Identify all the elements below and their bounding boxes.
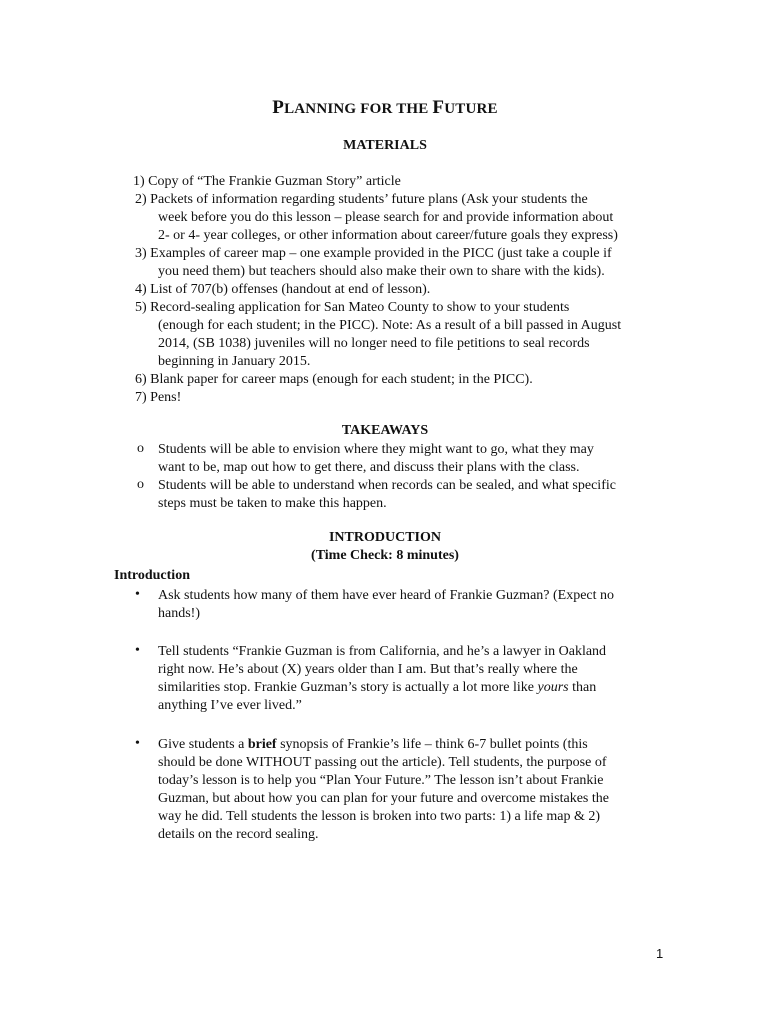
intro-bullet-1: Ask students how many of them have ever heard of Frankie Guzman? (Expect no xyxy=(158,588,615,603)
intro-bullet-3-cont: way he did. Tell students the lesson is broken into two parts: 1) a life map & 2) xyxy=(158,809,601,824)
materials-heading: MATERIALS xyxy=(343,138,427,153)
page-title: PLANNING FOR THE FUTURE xyxy=(272,97,498,118)
materials-item-6: 6) Blank paper for career maps (enough for each student; in the PICC). xyxy=(135,372,533,387)
introduction-subheading: Introduction xyxy=(114,568,190,583)
introduction-heading: INTRODUCTION xyxy=(328,530,441,545)
intro-bullet-3-cont: should be done WITHOUT passing out the article). Tell students, the purpose of xyxy=(158,755,607,770)
takeaway-item-2: Students will be able to understand when records can be sealed, and what specific xyxy=(158,478,616,493)
takeaway-item-2-cont: steps must be taken to make this happen. xyxy=(158,496,387,511)
takeaway-item-1: Students will be able to envision where they might want to go, what they may xyxy=(158,442,594,457)
emphasis-yours: yours xyxy=(537,680,569,695)
circle-bullet-icon: o xyxy=(137,477,144,492)
materials-item-3: 3) Examples of career map – one example provided in the PICC (just take a couple if xyxy=(135,246,612,261)
time-check: (Time Check: 8 minutes) xyxy=(311,548,459,563)
materials-item-1: 1) Copy of “The Frankie Guzman Story” article xyxy=(133,174,401,189)
materials-item-5: 5) Record-sealing application for San Mateo County to show to your students xyxy=(135,300,570,315)
materials-item-3-cont: you need them) but teachers should also make their own to share with the kids). xyxy=(158,264,605,279)
materials-item-4: 4) List of 707(b) offenses (handout at end of lesson). xyxy=(135,282,431,297)
takeaways-heading: TAKEAWAYS xyxy=(341,423,429,438)
page-number: 1 xyxy=(656,946,664,961)
intro-bullet-2: Tell students “Frankie Guzman is from California, and he’s a lawyer in Oakland xyxy=(158,644,607,659)
materials-item-2: 2) Packets of information regarding students’ future plans (Ask your students the xyxy=(135,192,588,207)
materials-item-2-cont: 2- or 4- year colleges, or other information about career/future goals they express) xyxy=(158,228,618,243)
materials-item-5-cont: beginning in January 2015. xyxy=(158,354,311,369)
materials-item-7: 7) Pens! xyxy=(135,390,182,405)
bullet-icon: • xyxy=(135,736,140,751)
bullet-icon: • xyxy=(135,643,140,658)
emphasis-brief: brief xyxy=(247,737,277,752)
materials-item-5-cont: (enough for each student; in the PICC). Note: As a result of a bill passed in August xyxy=(158,318,622,333)
intro-bullet-3-cont: today’s lesson is to help you “Plan Your Future.” The lesson isn’t about Frankie xyxy=(158,773,604,788)
intro-bullet-3-cont: Guzman, but about how you can plan for your future and overcome mistakes the xyxy=(158,791,609,806)
takeaway-item-1-cont: want to be, map out how to get there, and discuss their plans with the class. xyxy=(158,460,580,475)
intro-bullet-2-cont: anything I’ve ever lived.” xyxy=(158,698,302,713)
materials-item-5-cont: 2014, (SB 1038) juveniles will no longer need to file petitions to seal records xyxy=(158,336,590,351)
intro-bullet-3-cont: details on the record sealing. xyxy=(158,827,319,842)
intro-bullet-2-cont: similarities stop. Frankie Guzman’s story is actually a lot more like yours than xyxy=(158,680,597,695)
materials-item-2-cont: week before you do this lesson – please search for and provide information about xyxy=(158,210,614,225)
intro-bullet-3: Give students a brief synopsis of Frankie’s life – think 6-7 bullet points (this xyxy=(158,737,588,752)
intro-bullet-1-cont: hands!) xyxy=(158,606,200,621)
intro-bullet-2-cont: right now. He’s about (X) years older than I am. But that’s really where the xyxy=(158,662,578,677)
bullet-icon: • xyxy=(135,587,140,602)
circle-bullet-icon: o xyxy=(137,441,144,456)
